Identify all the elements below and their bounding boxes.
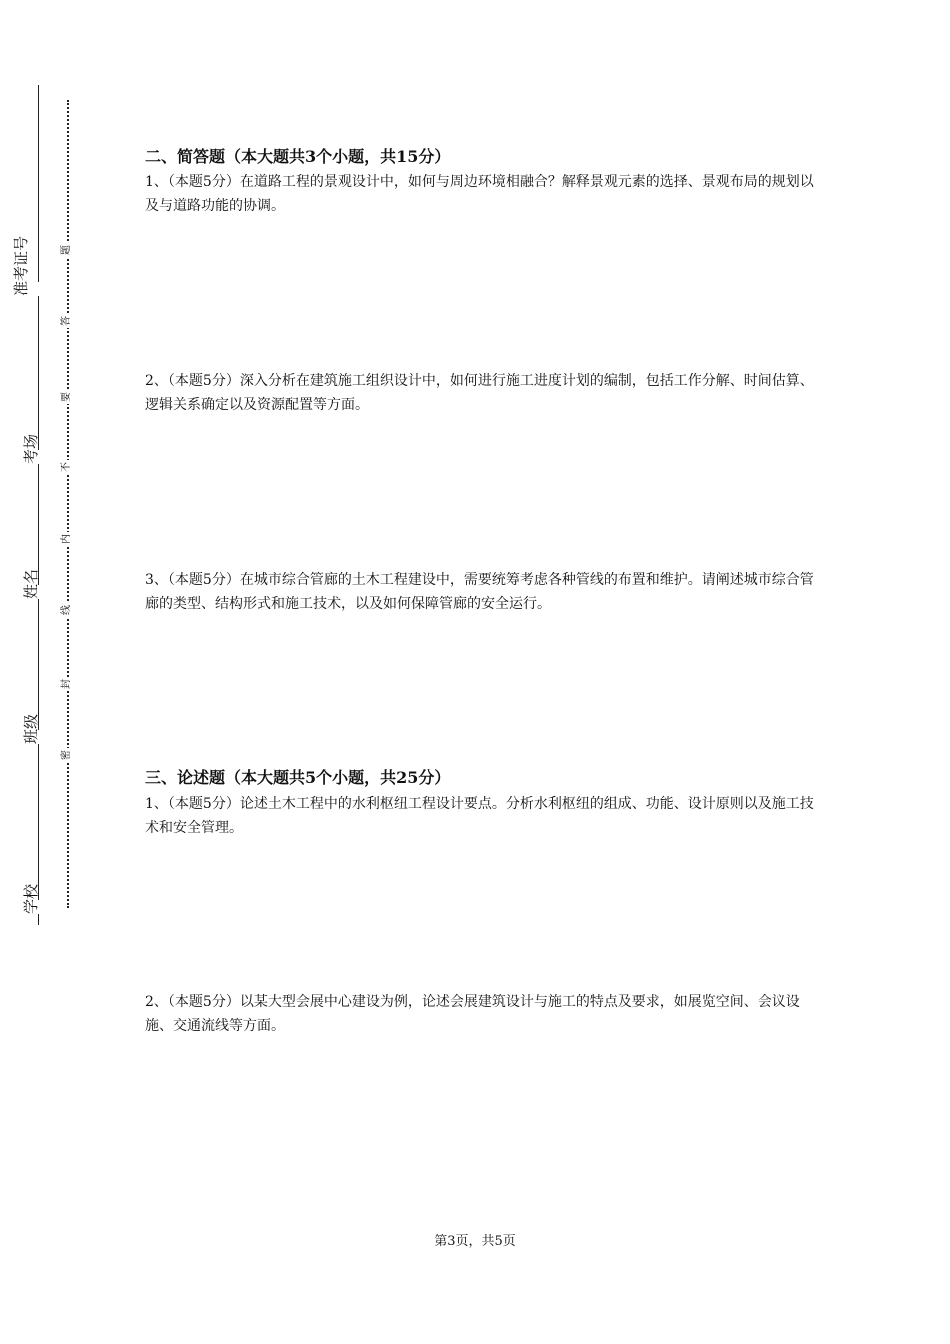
field-label-exam-number: 准考证号 (12, 282, 66, 296)
seal-mark: 密 (61, 750, 72, 760)
question-text: 3、（本题5分）在城市综合管廊的土木工程建设中，需要统筹考虑各种管线的布置和维护。请阐述城市综合管廊的类型、结构形式和施工技术，以及如何保障管廊的安全运行。 (145, 572, 814, 612)
binding-dotted-line (67, 100, 69, 908)
page-footer: 第3页，共5页 (434, 1234, 516, 1249)
seal-mark: 不 (61, 462, 72, 472)
field-label-school: 学校 (22, 900, 56, 914)
seal-mark: 线 (61, 605, 72, 615)
question-text: 2、（本题5分）以某大型会展中心建设为例，论述会展建筑设计与施工的特点及要求，如展览空间、会议设施、交通流线等方面。 (145, 994, 800, 1034)
binding-solid-line (38, 85, 39, 925)
seal-mark: 要 (61, 392, 72, 402)
seal-mark: 封 (61, 679, 72, 689)
field-label-class: 班级 (22, 730, 56, 744)
field-label-exam-room: 考场 (22, 450, 56, 464)
section-title-essay: 三、论述题（本大题共5个小题，共25分） (145, 768, 451, 787)
seal-mark: 内 (61, 534, 72, 544)
field-label-name: 姓名 (22, 585, 56, 599)
question-text: 2、（本题5分）深入分析在建筑施工组织设计中，如何进行施工进度计划的编制，包括工作分解、时间估算、逻辑关系确定以及资源配置等方面。 (145, 373, 814, 413)
seal-mark: 题 (61, 245, 72, 255)
seal-mark: 答 (61, 316, 72, 326)
question-text: 1、（本题5分）在道路工程的景观设计中，如何与周边环境相融合？解释景观元素的选择、景观布局的规划以及与道路功能的协调。 (145, 174, 814, 214)
section-title-short-answer: 二、简答题（本大题共3个小题，共15分） (145, 147, 451, 166)
question-text: 1、（本题5分）论述土木工程中的水利枢纽工程设计要点。分析水利枢纽的组成、功能、设计原则以及施工技术和安全管理。 (145, 796, 814, 836)
